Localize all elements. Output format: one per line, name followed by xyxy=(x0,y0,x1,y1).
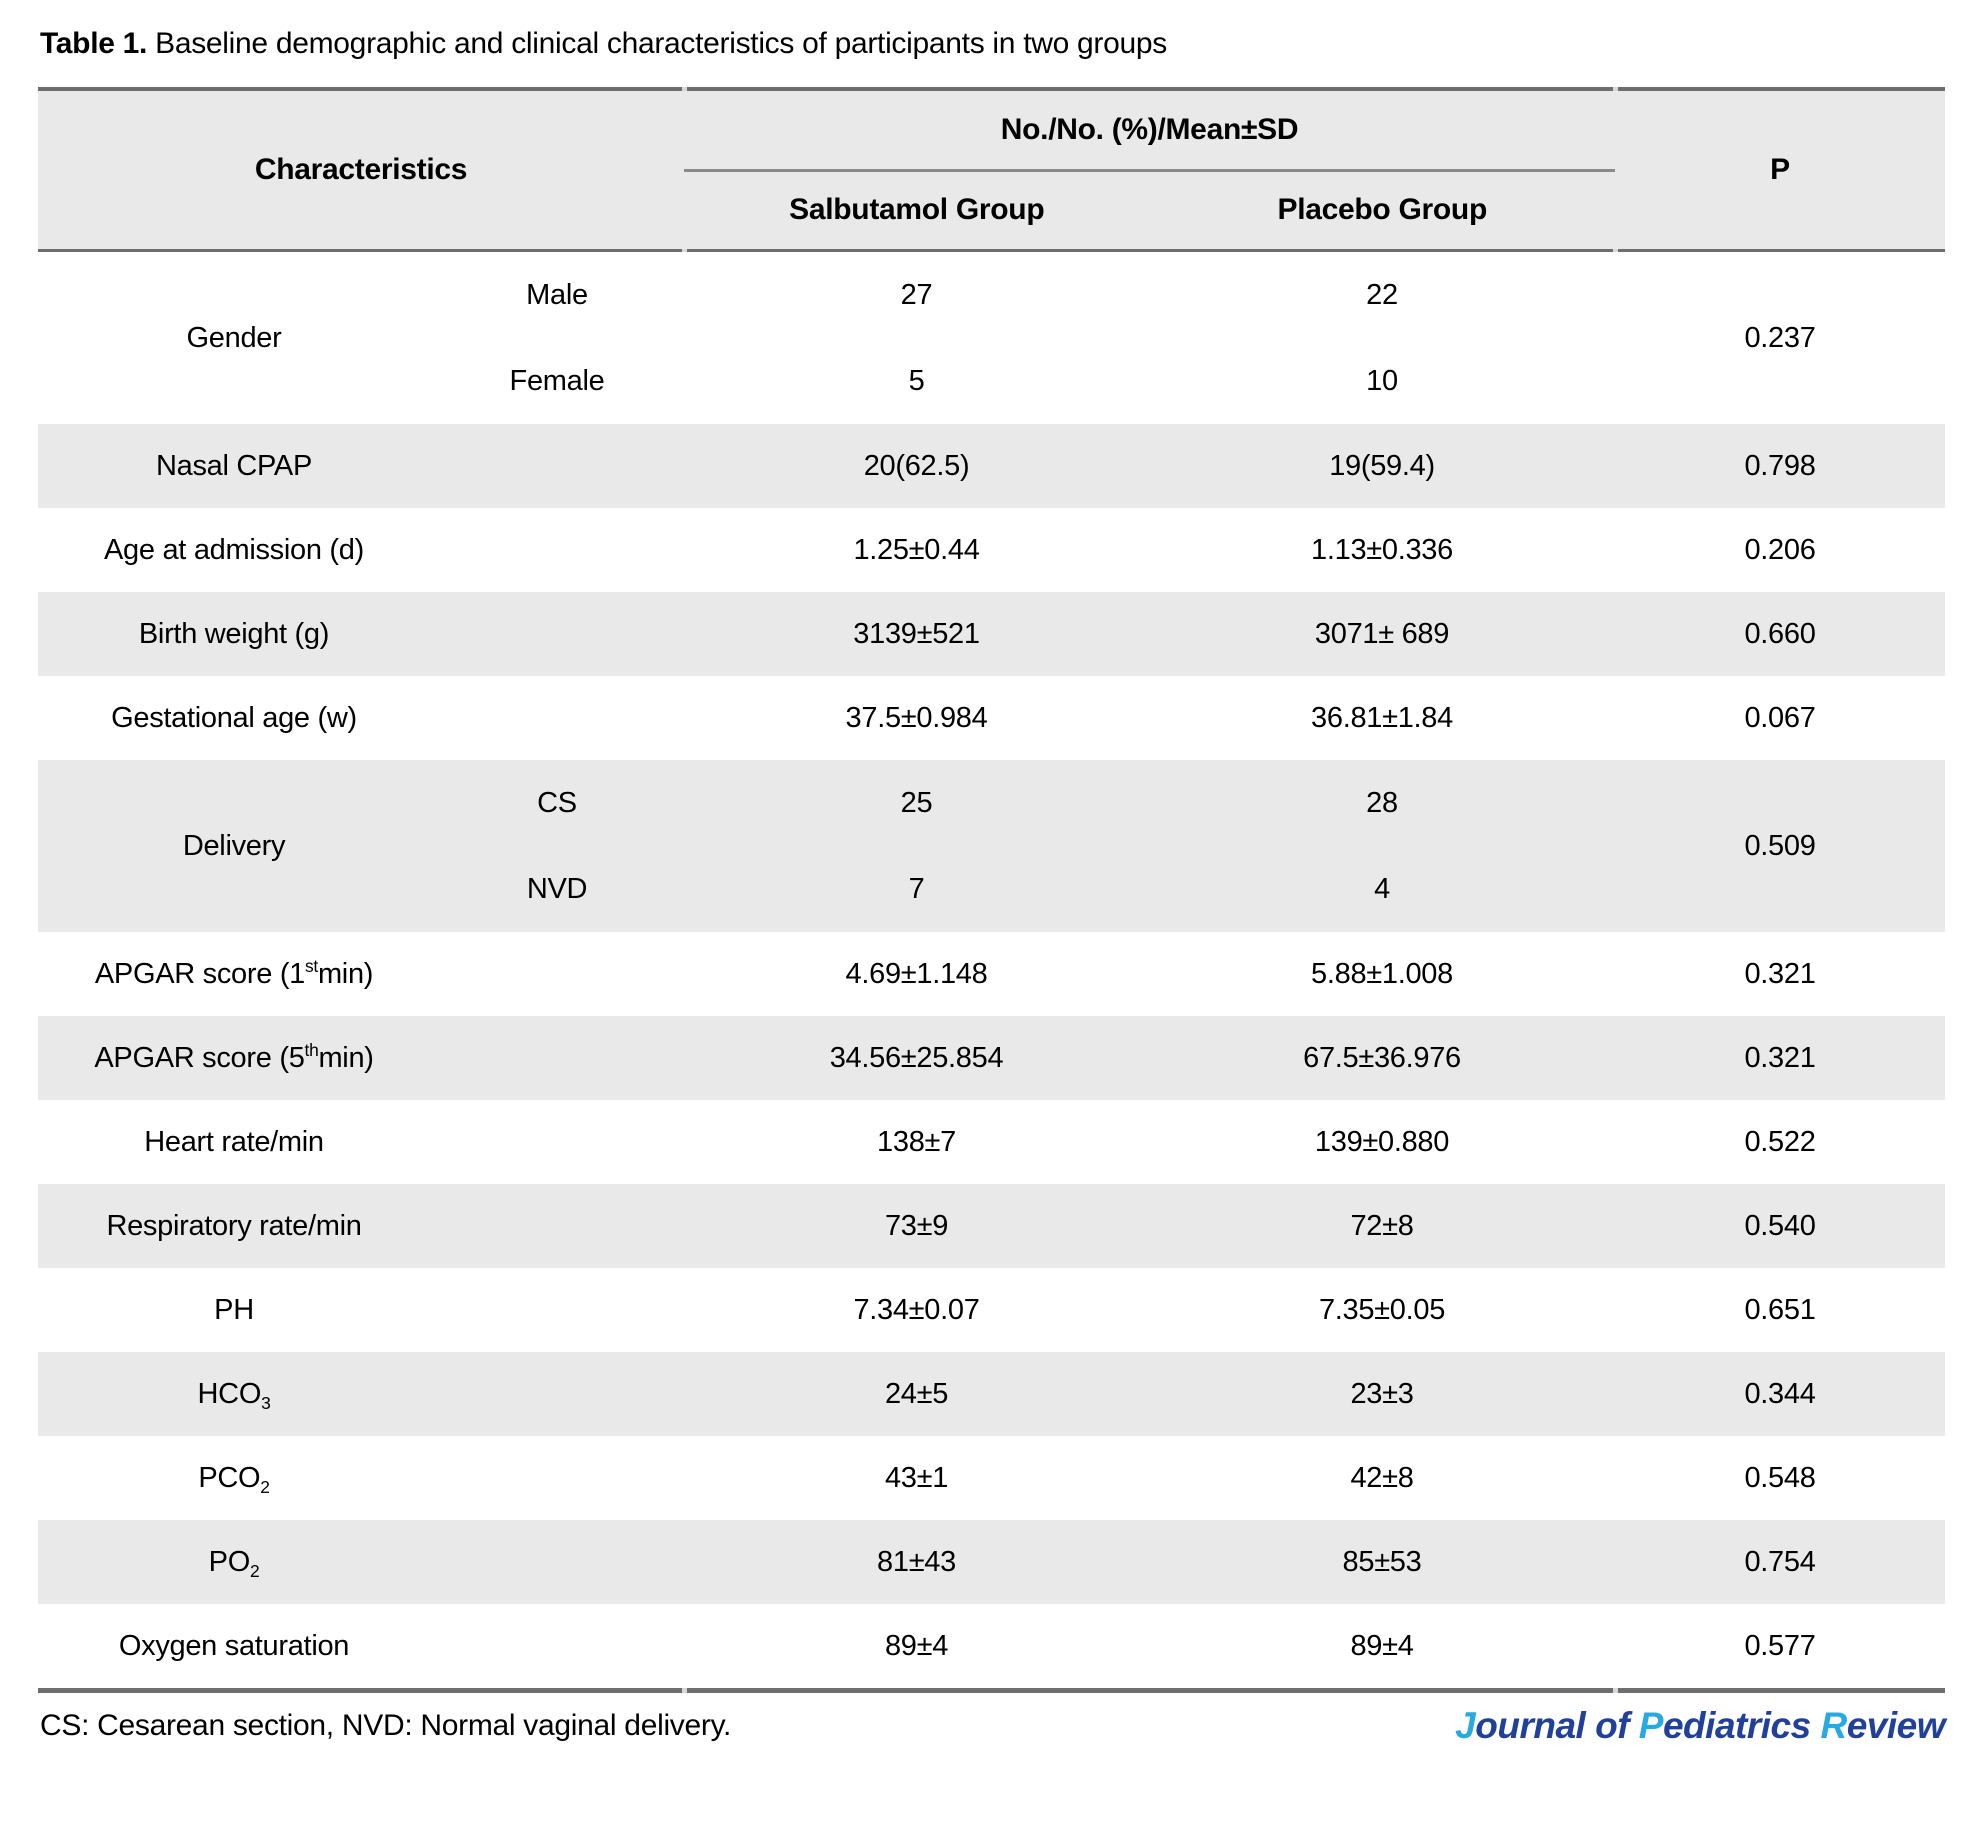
sub-category-label: NVD xyxy=(526,872,588,905)
placebo-sub-value: 28 xyxy=(1366,786,1398,819)
salbutamol-sub-value: 7 xyxy=(908,872,925,905)
row-label-cell xyxy=(38,252,430,424)
salbutamol-sub-value: 5 xyxy=(908,364,925,397)
table-row xyxy=(38,1436,1945,1520)
row-sublabel-cell xyxy=(430,1352,684,1436)
row-label-cell xyxy=(38,1604,430,1688)
placebo-value-cell: 19(59.4) xyxy=(1329,449,1435,482)
p-value-cell: 0.754 xyxy=(1744,1545,1816,1578)
salbutamol-value-cell xyxy=(684,252,1149,424)
salbutamol-value-cell: 81±43 xyxy=(877,1545,956,1578)
salbutamol-value-cell xyxy=(684,760,1149,932)
p-value-cell: 0.206 xyxy=(1744,533,1816,566)
table-body xyxy=(38,252,1945,1688)
table-header-row xyxy=(38,91,1945,249)
row-label-cell xyxy=(38,1184,430,1268)
placebo-value-cell: 5.88±1.008 xyxy=(1311,957,1453,990)
table-row xyxy=(38,1184,1945,1268)
placebo-value-cell: 72±8 xyxy=(1350,1209,1414,1242)
table-row xyxy=(38,1268,1945,1352)
salbutamol-value-cell: 138±7 xyxy=(877,1125,956,1158)
row-sublabel-cell xyxy=(430,932,684,1016)
table-footer xyxy=(38,1705,1945,1747)
p-value-cell: 0.798 xyxy=(1744,449,1816,482)
p-value-cell: 0.577 xyxy=(1744,1629,1816,1662)
table-row xyxy=(38,760,1945,932)
table-footnote: CS: Cesarean section, NVD: Normal vaginal delivery. xyxy=(40,1709,732,1742)
salbutamol-value-cell: 43±1 xyxy=(884,1461,949,1494)
row-sublabel-cell xyxy=(430,592,684,676)
salbutamol-value-cell: 89±4 xyxy=(884,1629,949,1662)
header-measure-group-title: No./No. (%)/Mean±SD xyxy=(1000,112,1299,146)
salbutamol-value-cell: 1.25±0.44 xyxy=(853,533,980,566)
row-label-cell: APGAR score (5 $^{th}$ min) xyxy=(94,1040,374,1074)
header-group-columns xyxy=(684,172,1615,250)
journal-logo-text: ediatrics xyxy=(1662,1705,1821,1746)
placebo-value-cell: 67.5±36.976 xyxy=(1303,1041,1461,1074)
p-value-cell: 0.237 xyxy=(1744,321,1816,354)
journal-logo xyxy=(1455,1705,1945,1747)
row-label-cell xyxy=(38,1100,430,1184)
table-row xyxy=(38,1520,1945,1604)
p-value-cell: 0.067 xyxy=(1744,701,1816,734)
table-row xyxy=(38,592,1945,676)
label-text: APGAR score (5 xyxy=(94,1041,305,1074)
p-value-cell: 0.321 xyxy=(1744,1041,1816,1074)
placebo-sub-value: 10 xyxy=(1366,364,1398,397)
p-value-cell: 0.522 xyxy=(1744,1125,1816,1158)
header-p-value: P xyxy=(1770,153,1790,186)
sub-category-label: Male xyxy=(526,278,588,311)
salbutamol-value-cell: 73±9 xyxy=(884,1209,949,1242)
placebo-sub-value: 22 xyxy=(1366,278,1398,311)
table-caption-text: Baseline demographic and clinical characteristics of participants in two groups xyxy=(147,27,1167,60)
page xyxy=(0,26,1983,1747)
row-label-cell: APGAR score (1 $^{st}$ min) xyxy=(94,956,374,990)
label-text: PCO xyxy=(198,1461,261,1494)
p-value-cell: 0.651 xyxy=(1744,1293,1816,1326)
placebo-value-cell: 139±0.880 xyxy=(1314,1125,1450,1158)
header-measure-group xyxy=(684,91,1615,249)
row-sublabel-cell xyxy=(430,508,684,592)
table-row xyxy=(38,676,1945,760)
row-label-cell: HCO $_3$ xyxy=(197,1377,271,1413)
p-value-cell: 0.540 xyxy=(1744,1209,1816,1242)
row-sublabel-cell xyxy=(430,1100,684,1184)
row-label-cell xyxy=(38,760,430,932)
table-row xyxy=(38,424,1945,508)
row-label-cell: PCO $_2$ xyxy=(198,1461,270,1497)
placebo-value-cell: 23±3 xyxy=(1350,1377,1414,1410)
table-top-border xyxy=(38,87,1945,91)
row-sublabel-cell xyxy=(430,252,684,424)
header-salbutamol-group: Salbutamol Group xyxy=(789,193,1045,227)
label-text: Delivery xyxy=(182,829,286,862)
label-text: Gender xyxy=(186,321,282,354)
salbutamol-value-cell: 7.34±0.07 xyxy=(853,1293,980,1326)
sub-category-label: Female xyxy=(509,364,605,397)
table-row xyxy=(38,1604,1945,1688)
row-sublabel-cell xyxy=(430,1184,684,1268)
row-label-cell xyxy=(38,676,430,760)
label-text: Gestational age (w) xyxy=(111,701,357,734)
sub-category-label: CS xyxy=(537,786,577,819)
row-sublabel-cell xyxy=(430,1520,684,1604)
salbutamol-sub-value: 27 xyxy=(900,278,933,311)
placebo-value-cell: 7.35±0.05 xyxy=(1318,1293,1446,1326)
label-text: Respiratory rate/min xyxy=(106,1209,362,1242)
salbutamol-value-cell: 24±5 xyxy=(884,1377,949,1410)
header-characteristics: Characteristics xyxy=(254,153,468,186)
placebo-value-cell: 3071± 689 xyxy=(1314,617,1450,650)
table-row xyxy=(38,1016,1945,1100)
label-text: min) xyxy=(318,1041,374,1074)
row-label-cell xyxy=(38,424,430,508)
placebo-value-cell: 42±8 xyxy=(1350,1461,1414,1494)
label-text: Age at admission (d) xyxy=(104,533,364,566)
salbutamol-value-cell: 34.56±25.854 xyxy=(829,1041,1004,1074)
row-label-cell: PO $_2$ xyxy=(208,1545,260,1581)
journal-logo-text: eview xyxy=(1846,1705,1945,1746)
p-value-cell: 0.509 xyxy=(1744,829,1816,862)
row-sublabel-cell xyxy=(430,1268,684,1352)
label-text: min) xyxy=(317,957,374,990)
salbutamol-sub-value: 25 xyxy=(900,786,933,819)
table-row xyxy=(38,1352,1945,1436)
label-text: PO xyxy=(208,1545,250,1578)
table-row xyxy=(38,1100,1945,1184)
label-text: Heart rate/min xyxy=(144,1125,324,1158)
label-text: Birth weight (g) xyxy=(138,617,330,650)
p-value-cell: 0.344 xyxy=(1744,1377,1816,1410)
journal-logo-text: R xyxy=(1820,1705,1847,1746)
p-value-cell: 0.548 xyxy=(1744,1461,1816,1494)
p-value-cell: 0.660 xyxy=(1744,617,1816,650)
salbutamol-value-cell: 3139±521 xyxy=(853,617,980,650)
data-table xyxy=(38,87,1945,1693)
table-caption xyxy=(40,26,1945,62)
header-placebo-group: Placebo Group xyxy=(1277,193,1487,227)
label-text: HCO xyxy=(197,1377,262,1410)
row-sublabel-cell xyxy=(430,760,684,932)
row-sublabel-cell xyxy=(430,676,684,760)
journal-logo-text: J xyxy=(1455,1705,1476,1746)
row-label-cell xyxy=(38,592,430,676)
row-label-cell xyxy=(38,1268,430,1352)
label-text: Oxygen saturation xyxy=(118,1629,350,1662)
row-sublabel-cell xyxy=(430,424,684,508)
table-bottom-border xyxy=(38,1688,1945,1693)
salbutamol-value-cell: 20(62.5) xyxy=(863,449,970,482)
row-sublabel-cell xyxy=(430,1604,684,1688)
row-sublabel-cell xyxy=(430,1436,684,1520)
salbutamol-value-cell: 4.69±1.148 xyxy=(845,957,988,990)
row-sublabel-cell xyxy=(430,1016,684,1100)
table-row xyxy=(38,252,1945,424)
label-text: PH xyxy=(214,1293,254,1326)
label-text: Nasal CPAP xyxy=(155,449,313,482)
table-caption-number: Table 1. xyxy=(40,27,148,60)
placebo-value-cell: 89±4 xyxy=(1350,1629,1414,1662)
journal-logo-text: P xyxy=(1638,1705,1663,1746)
p-value-cell: 0.321 xyxy=(1744,957,1816,990)
salbutamol-value-cell: 37.5±0.984 xyxy=(845,701,988,734)
placebo-sub-value: 4 xyxy=(1374,872,1390,905)
placebo-value-cell xyxy=(1149,252,1615,424)
table-row xyxy=(38,508,1945,592)
placebo-value-cell xyxy=(1149,760,1615,932)
table-row xyxy=(38,932,1945,1016)
placebo-value-cell: 85±53 xyxy=(1342,1545,1422,1578)
header-bottom-border xyxy=(38,249,1945,252)
label-text: APGAR score (1 xyxy=(94,957,306,990)
row-label-cell xyxy=(38,508,430,592)
journal-logo-text: ournal of xyxy=(1475,1705,1639,1746)
placebo-value-cell: 1.13±0.336 xyxy=(1311,533,1453,566)
placebo-value-cell: 36.81±1.84 xyxy=(1311,701,1453,734)
